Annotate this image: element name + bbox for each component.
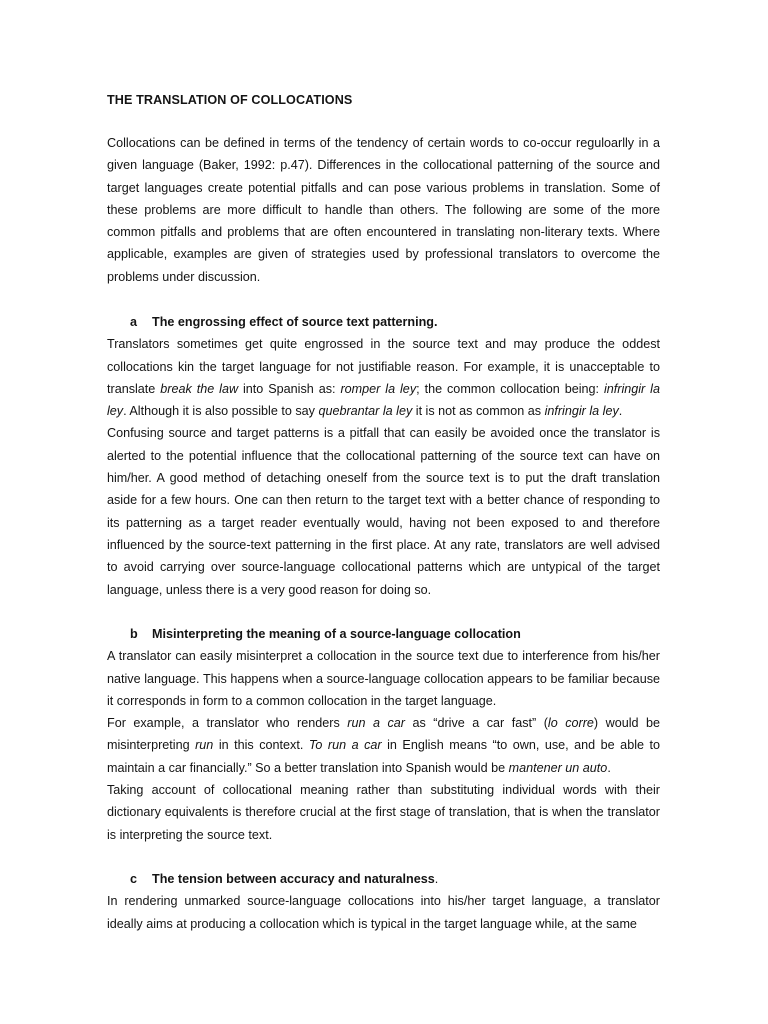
section-b-title: Misinterpreting the meaning of a source-language collocation [152, 627, 521, 641]
section-c-paragraph-1: In rendering unmarked source-language collocations into his/her target language, a translator ideally aims at producing a collocation which is typical in the target language while, at the same [107, 894, 660, 931]
document-title: THE TRANSLATION OF COLLOCATIONS [107, 93, 353, 107]
section-b-paragraph-1: A translator can easily misinterpret a collocation in the source text due to interference from his/her native language. This happens when a source-language collocation appears to be familiar because it corresponds in form to a common collocation in the target language. [107, 649, 660, 708]
section-b-paragraph-3: Taking account of collocational meaning rather than substituting individual words with their dictionary equivalents is therefore crucial at the first stage of translation, that is when the translator is interpreting the source text. [107, 783, 660, 842]
section-b [107, 623, 660, 846]
italic-term: mantener un auto [508, 760, 608, 775]
italic-term: break the law [160, 381, 239, 396]
section-b-paragraph-2 [107, 712, 660, 779]
intro-block [107, 132, 660, 288]
italic-term: run [195, 738, 214, 753]
section-c-title: The tension between accuracy and naturalness [152, 872, 435, 886]
text-run: Translators sometimes get quite engrossed in the source text and may produce the oddest collocations kin the target language for not justifiable reason. For example, it is unacceptable to translate [107, 337, 660, 396]
section-b-heading [107, 623, 660, 645]
italic-term: lo corre [547, 716, 594, 731]
italic-term: quebrantar la ley [318, 404, 413, 419]
text-run: into Spanish as: [238, 381, 341, 396]
section-c-letter: c [130, 872, 138, 886]
section-c [107, 868, 660, 935]
text-run: . Although it is also possible to say [123, 404, 319, 419]
text-run: ; the common collocation being: [416, 381, 604, 396]
section-a-heading [107, 311, 660, 333]
text-run: it is not as common as [412, 404, 545, 419]
text-run: as “drive a car fast” ( [404, 716, 548, 731]
section-a-paragraph-2: Confusing source and target patterns is a pitfall that can easily be avoided once the translator is alerted to the potential influence that the collocational patterning of the source text can have on him/her. A good method of detaching oneself from the source text is to put the draft translation aside for a few hours. One can then return to the target text with a better chance of responding to its patterning as a target reader eventually would, having not been exposed to and therefore influenced by the source-text patterning in the first place. At any rate, translators are well advised to avoid carrying over source-language collocational patterns which are untypical of the target language, unless there is a very good reason for doing so. [107, 426, 660, 597]
section-a-paragraph-1 [107, 333, 660, 422]
section-a [107, 311, 660, 601]
text-run: . [618, 404, 623, 419]
italic-term: infringir la ley [544, 404, 619, 419]
italic-term: romper la ley [340, 381, 417, 396]
section-c-heading-period: . [434, 872, 439, 886]
italic-term: To run a car [308, 738, 382, 753]
text-run: ) would be misinterpreting [107, 716, 661, 753]
text-run: . [607, 760, 611, 775]
italic-term: infringir la ley [107, 381, 660, 419]
text-run: For example, a translator who renders [107, 716, 348, 731]
section-a-title: The engrossing effect of source text patterning. [152, 315, 438, 329]
text-run: in this context. [213, 738, 309, 753]
section-b-letter: b [130, 627, 138, 641]
section-c-heading [107, 868, 660, 890]
intro-paragraph: Collocations can be defined in terms of the tendency of certain words to co-occur reguloarlly in a given language (Baker, 1992: p.47). Differences in the collocational patterning of the source and target languages create potential pitfalls and can pose various problems in translation. Some of these problems are more difficult to handle than others. The following are some of the more common pitfalls and problems that are often encountered in translating non-literary texts. Where applicable, examples are given of strategies used by professional translators to overcome the problems under discussion. [107, 136, 660, 284]
text-run: in English means “to own, use, and be able to maintain a car financially.” So a better translation into Spanish would be [107, 738, 661, 775]
section-a-letter: a [130, 315, 138, 329]
italic-term: run a car [347, 716, 405, 731]
